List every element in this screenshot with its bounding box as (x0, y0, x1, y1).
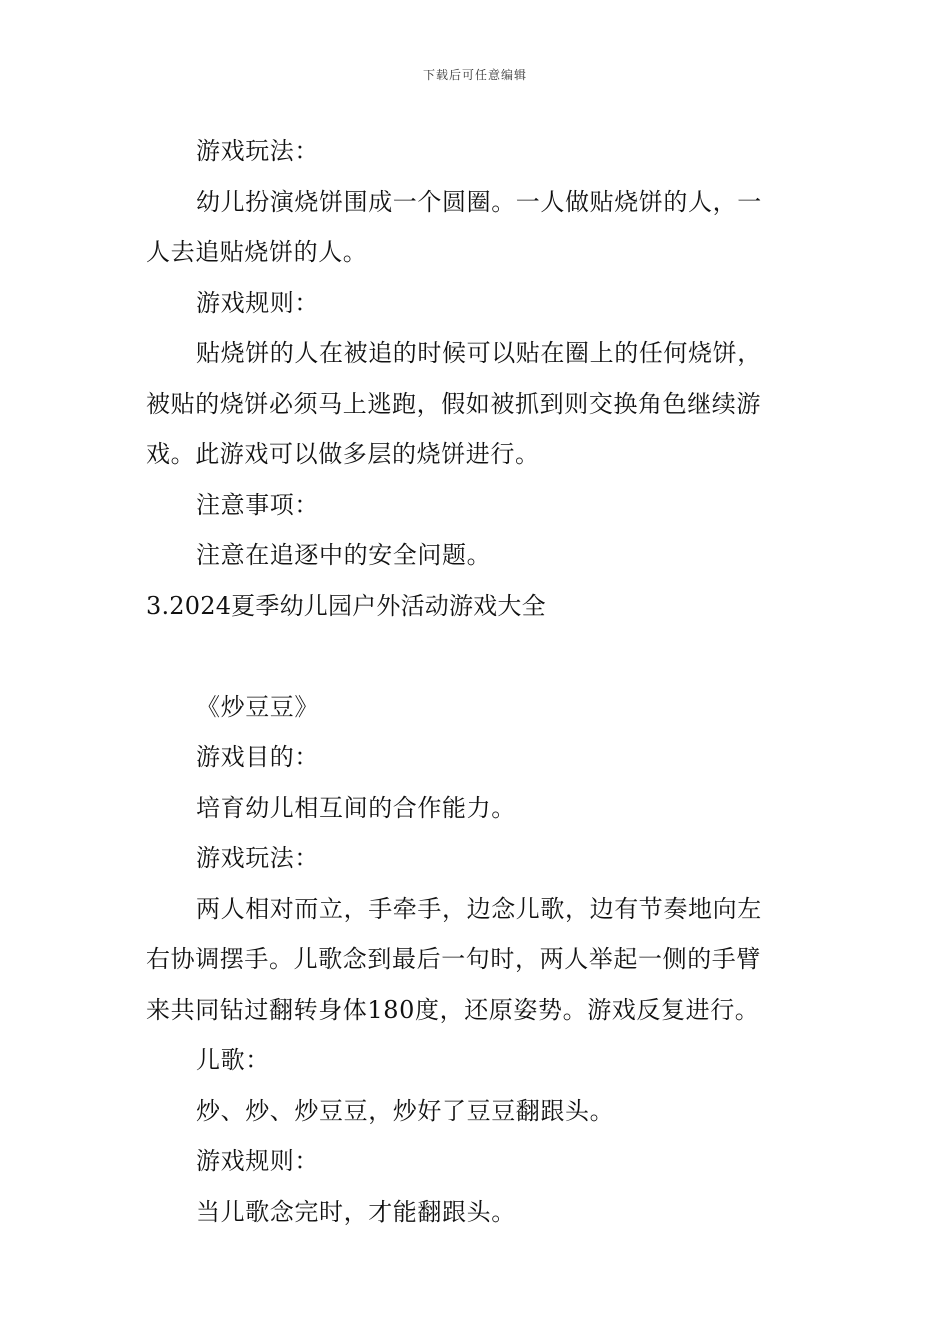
purpose-label: 游戏目的： (196, 743, 319, 771)
game-title: 《炒豆豆》 (196, 692, 319, 721)
gameplay-text-line: 幼儿扮演烧饼围成一个圆圈。一人做贴烧饼的人，一 (196, 187, 762, 216)
gameplay-text-line: 来共同钻过翻转身体180度，还原姿势。游戏反复进行。 (146, 995, 760, 1024)
gameplay-text-line: 人去追贴烧饼的人。 (146, 238, 368, 266)
gameplay-label: 游戏玩法： (196, 844, 319, 872)
rhyme-label: 儿歌： (196, 1046, 270, 1074)
rules-text-line: 当儿歌念完时，才能翻跟头。 (196, 1197, 516, 1226)
notes-label: 注意事项： (196, 490, 319, 519)
rules-label: 游戏规则： (196, 1147, 319, 1175)
purpose-text-line: 培育幼儿相互间的合作能力。 (196, 793, 516, 822)
rules-text-line: 贴烧饼的人在被追的时候可以贴在圈上的任何烧饼， (196, 339, 762, 367)
rhyme-text-line: 炒、炒、炒豆豆，炒好了豆豆翻跟头。 (196, 1096, 615, 1125)
gameplay-label: 游戏玩法： (196, 137, 319, 165)
document-body (146, 126, 808, 1237)
notes-text-line: 注意在追逐中的安全问题。 (196, 541, 492, 569)
rules-label: 游戏规则： (196, 288, 319, 317)
rules-text-line: 被贴的烧饼必须马上逃跑，假如被抓到则交换角色继续游 (146, 389, 761, 418)
page-header: 下载后可任意编辑 (422, 68, 527, 82)
gameplay-text-line: 右协调摆手。儿歌念到最后一句时，两人举起一侧的手臂 (146, 945, 761, 973)
blank-line (146, 631, 808, 682)
rules-text-line: 戏。此游戏可以做多层的烧饼进行。 (146, 440, 540, 468)
section-heading: 3.2024夏季幼儿园户外活动游戏大全 (146, 591, 546, 620)
gameplay-text-line: 两人相对而立，手牵手，边念儿歌，边有节奏地向左 (196, 894, 762, 923)
